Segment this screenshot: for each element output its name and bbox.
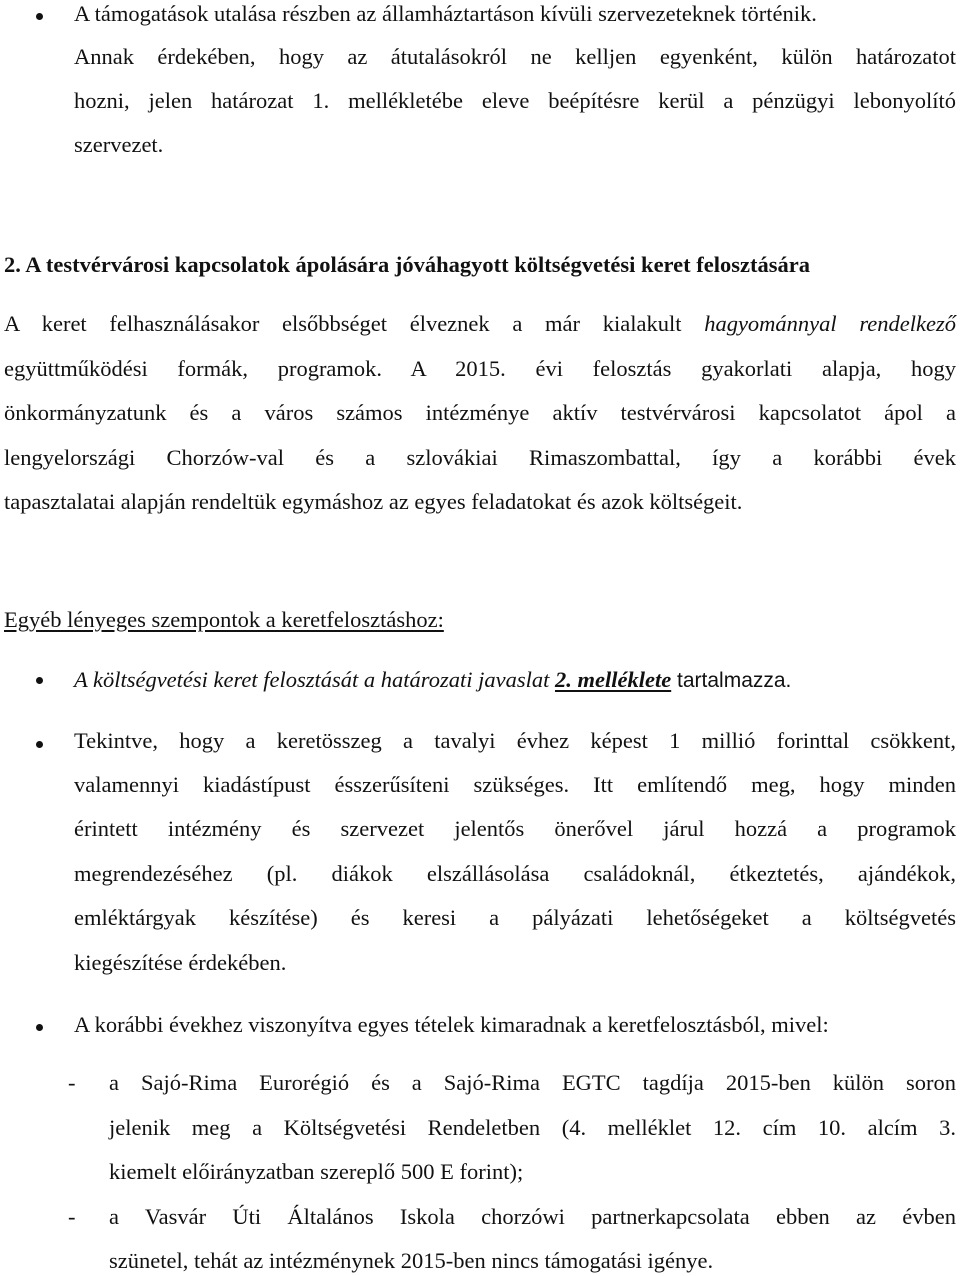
dash-marker: - [68, 1070, 76, 1095]
paragraph-line [4, 310, 956, 338]
text-line: hozni, jelen határozat 1. mellékletébe eleve beépítésre kerül a pénzügyi lebonyolító [74, 88, 956, 113]
bullet-line: kiegészítése érdekében. [74, 950, 287, 975]
paragraph-line: lengyelországi Chorzów-val és a szlovákiai Rimaszombattal, így a korábbi évek [4, 445, 956, 470]
text-line: Annak érdekében, hogy az átutalásokról ne kelljen egyenként, külön határozatot [74, 44, 956, 69]
bullet-line: Tekintve, hogy a keretösszeg a tavalyi évhez képest 1 millió forinttal csökkent, [74, 728, 956, 753]
section-heading: 2. A testvérvárosi kapcsolatok ápolására jóváhagyott költségvetési keret felosztására [4, 252, 810, 277]
italic-text: hagyománnyal rendelkező [704, 311, 956, 336]
bullet-icon [36, 13, 43, 20]
paragraph-text: A keret felhasználásakor elsőbbséget élveznek a már kialakult [4, 311, 705, 336]
paragraph-line: önkormányzatunk és a város számos intézménye aktív testvérvárosi kapcsolatot ápol a [4, 400, 956, 425]
bullet-line: emléktárgyak készítése) és keresi a pályázati lehetőségeket a költségvetés [74, 905, 956, 930]
bullet-line [74, 666, 791, 695]
paragraph-line: tapasztalatai alapján rendeltük egymáshoz az egyes feladatokat és azok költségeit. [4, 489, 743, 514]
subsection-heading: Egyéb lényeges szempontok a keretfelosztáshoz: [4, 607, 444, 632]
bullet-line: A korábbi évekhez viszonyítva egyes tételek kimaradnak a keretfelosztásból, mivel: [74, 1012, 829, 1037]
text-line: szervezet. [74, 132, 164, 157]
dash-line: a Vasvár Úti Általános Iskola chorzówi partnerkapcsolata ebben az évben [109, 1204, 956, 1229]
bullet-text: tartalmazza. [671, 669, 792, 692]
text-line: A támogatások utalása részben az államháztartáson kívüli szervezeteknek történik. [74, 1, 817, 26]
bullet-line: érintett intézmény és szervezet jelentős önerővel járul hozzá a programok [74, 816, 956, 841]
dash-marker: - [68, 1204, 76, 1229]
bullet-icon [36, 677, 43, 684]
dash-line: kiemelt előirányzatban szereplő 500 E forint); [109, 1159, 524, 1184]
dash-line: jelenik meg a Költségvetési Rendeletben (4. melléklet 12. cím 10. alcím 3. [109, 1115, 956, 1140]
annex-reference: 2. melléklete [554, 667, 672, 692]
bullet-icon [36, 1024, 43, 1031]
bullet-line: megrendezéséhez (pl. diákok elszállásolása családoknál, étkeztetés, ajándékok, [74, 861, 956, 886]
dash-line: szünetel, tehát az intézménynek 2015-ben nincs támogatási igénye. [109, 1248, 714, 1273]
italic-text: A költségvetési keret felosztását a határozati javaslat [74, 667, 555, 692]
paragraph-line: együttműködési formák, programok. A 2015. évi felosztás gyakorlati alapja, hogy [4, 356, 956, 381]
dash-line: a Sajó-Rima Eurorégió és a Sajó-Rima EGTC tagdíja 2015-ben külön soron [109, 1070, 956, 1095]
bullet-line: valamennyi kiadástípust ésszerűsíteni szükséges. Itt említendő meg, hogy minden [74, 772, 956, 797]
bullet-icon [36, 741, 43, 748]
